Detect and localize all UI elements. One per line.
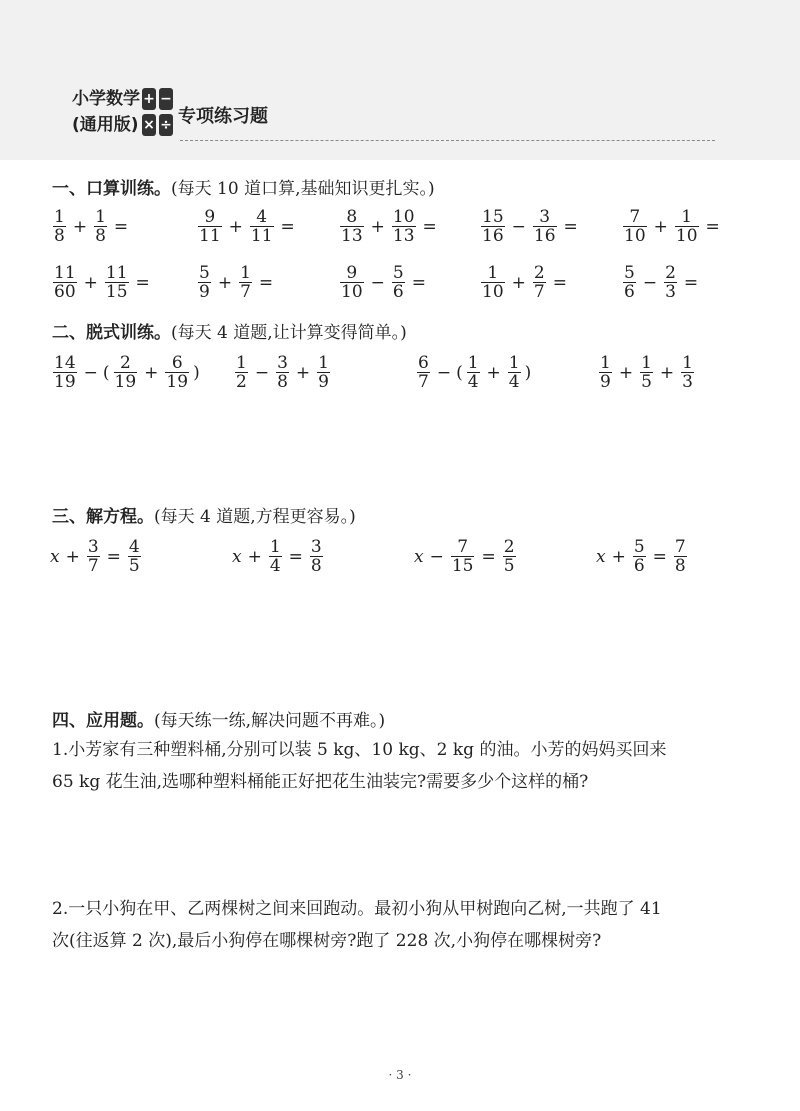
brand — [72, 86, 152, 138]
fraction — [623, 264, 636, 301]
operator: + — [618, 362, 634, 383]
fraction — [114, 354, 138, 391]
plus-icon: + — [142, 88, 156, 110]
fraction — [392, 264, 405, 301]
numerator: 11 — [105, 263, 128, 283]
denominator: 9 — [600, 372, 611, 392]
fraction — [674, 538, 687, 575]
denominator: 16 — [533, 226, 556, 246]
oral-item-3 — [337, 208, 441, 245]
numerator: 7 — [457, 537, 469, 557]
denominator: 10 — [482, 282, 504, 302]
section-4-heading: 四、应用题。 — [52, 711, 154, 731]
operator: = — [258, 272, 274, 293]
variable-x: x — [596, 546, 606, 567]
fraction — [481, 208, 505, 245]
denominator: 5 — [503, 556, 515, 576]
fraction — [317, 354, 330, 391]
denominator: 2 — [236, 372, 247, 392]
fraction — [105, 264, 129, 301]
denominator: 16 — [482, 226, 504, 246]
oral-item-8 — [337, 264, 430, 301]
oral-item-10 — [620, 264, 702, 301]
operator: − — [642, 272, 658, 293]
parenthesis: ( — [456, 362, 463, 383]
fraction — [533, 264, 546, 301]
operator: = — [411, 272, 426, 293]
oral-item-9 — [478, 264, 571, 301]
denominator: 19 — [114, 372, 137, 392]
fraction — [640, 354, 653, 391]
numerator: 4 — [128, 537, 140, 557]
fraction — [503, 538, 516, 575]
fraction — [481, 264, 505, 301]
step-item-1 — [50, 354, 201, 391]
numerator: 1 — [467, 353, 479, 373]
numerator: 1 — [487, 263, 499, 283]
parenthesis: ( — [102, 362, 110, 383]
minus-icon: − — [159, 88, 173, 110]
numerator: 1 — [54, 207, 65, 227]
numerator: 3 — [87, 537, 99, 557]
section-2-heading: 二、脱式训练。 — [52, 323, 171, 343]
numerator: 5 — [199, 263, 210, 283]
equation-item-3 — [414, 538, 519, 575]
section-3-heading: 三、解方程。 — [52, 507, 154, 527]
numerator: 5 — [624, 263, 635, 283]
operator: + — [247, 546, 262, 567]
numerator: 1 — [269, 537, 281, 557]
operator: − — [254, 362, 270, 383]
numerator: 1 — [508, 353, 520, 373]
numerator: 14 — [54, 353, 76, 373]
operator: + — [611, 546, 626, 567]
oral-item-6 — [50, 264, 154, 301]
fraction — [623, 208, 647, 245]
operator: + — [295, 362, 311, 383]
fraction — [198, 264, 211, 301]
operator: + — [217, 272, 233, 293]
fraction — [198, 208, 222, 245]
fraction — [451, 538, 475, 575]
numerator: 8 — [346, 207, 358, 227]
operator: − — [436, 362, 452, 383]
oral-item-2 — [195, 208, 299, 245]
operator: = — [113, 216, 129, 237]
numerator: 3 — [539, 207, 551, 227]
section-3-title — [52, 502, 356, 527]
section-4-note: (每天练一练,解决问题不再难。) — [154, 711, 386, 731]
denominator: 9 — [199, 282, 210, 302]
section-4-title — [52, 706, 385, 731]
operator: = — [135, 272, 150, 293]
denominator: 3 — [665, 282, 676, 302]
fraction — [165, 354, 189, 391]
operator: − — [83, 362, 98, 383]
operator: + — [72, 216, 88, 237]
fraction — [87, 538, 100, 575]
denominator: 9 — [318, 372, 329, 392]
equation-item-1 — [50, 538, 144, 575]
numerator: 6 — [418, 353, 429, 373]
numerator: 1 — [95, 207, 106, 227]
section-1-heading: 一、口算训练。 — [52, 179, 171, 199]
denominator: 8 — [674, 556, 686, 576]
denominator: 7 — [418, 372, 429, 392]
fraction — [467, 354, 480, 391]
operator: = — [422, 216, 437, 237]
operator: = — [705, 216, 720, 237]
fraction — [250, 208, 274, 245]
fraction — [235, 354, 248, 391]
numerator: 11 — [54, 263, 76, 283]
denominator: 8 — [54, 226, 65, 246]
denominator: 8 — [277, 372, 288, 392]
word-problem-1-line1: 1.小芳家有三种塑料桶,分别可以装 5 kg、10 kg、2 kg 的油。小芳的妈妈买回来 — [52, 740, 667, 760]
page-number: · 3 · — [388, 1068, 412, 1082]
denominator: 4 — [269, 556, 281, 576]
operator: + — [65, 546, 80, 567]
numerator: 1 — [600, 353, 611, 373]
denominator: 10 — [624, 226, 646, 246]
numerator: 9 — [204, 207, 216, 227]
numerator: 1 — [641, 353, 652, 373]
numerator: 2 — [503, 537, 515, 557]
fraction — [310, 538, 323, 575]
operator: − — [511, 216, 526, 237]
operator: = — [106, 546, 121, 567]
parenthesis: ) — [193, 362, 200, 383]
fraction — [53, 208, 66, 245]
fraction — [633, 538, 646, 575]
numerator: 1 — [681, 207, 693, 227]
denominator: 7 — [533, 282, 545, 302]
denominator: 7 — [87, 556, 99, 576]
math-ops-badge — [142, 88, 174, 138]
word-problem-2 — [52, 893, 752, 957]
operator: = — [288, 546, 303, 567]
numerator: 2 — [665, 263, 676, 283]
section-1-title — [52, 174, 435, 199]
denominator: 6 — [392, 282, 404, 302]
brand-line2: (通用版) — [72, 115, 139, 135]
fraction — [681, 354, 694, 391]
section-1-note: (每天 10 道口算,基础知识更扎实。) — [171, 179, 435, 199]
word-problem-1-line2: 65 kg 花生油,选哪种塑料桶能正好把花生油装完?需要多少个这样的桶? — [52, 772, 589, 792]
fraction — [94, 208, 107, 245]
denominator: 3 — [682, 372, 693, 392]
oral-item-5 — [620, 208, 724, 245]
oral-item-1 — [50, 208, 132, 245]
denominator: 4 — [467, 372, 479, 392]
operator: + — [370, 216, 385, 237]
operator: = — [563, 216, 578, 237]
fraction — [533, 208, 557, 245]
divide-icon: ÷ — [159, 114, 173, 136]
step-item-4 — [596, 354, 697, 391]
numerator: 1 — [236, 353, 247, 373]
word-problem-1 — [52, 734, 752, 798]
operator: = — [280, 216, 295, 237]
operator: = — [683, 272, 699, 293]
fraction — [340, 208, 364, 245]
variable-x: x — [50, 546, 60, 567]
fraction — [269, 538, 282, 575]
fraction — [276, 354, 289, 391]
numerator: 15 — [482, 207, 504, 227]
fraction — [340, 264, 364, 301]
variable-x: x — [232, 546, 242, 567]
denominator: 10 — [341, 282, 363, 302]
fraction — [392, 208, 416, 245]
header-divider — [180, 140, 715, 141]
step-item-3 — [414, 354, 532, 391]
fraction — [53, 264, 77, 301]
operator: + — [659, 362, 675, 383]
denominator: 8 — [95, 226, 106, 246]
oral-item-7 — [195, 264, 277, 301]
fraction — [417, 354, 430, 391]
denominator: 13 — [341, 226, 363, 246]
denominator: 5 — [128, 556, 140, 576]
denominator: 10 — [675, 226, 698, 246]
numerator: 3 — [310, 537, 322, 557]
denominator: 13 — [392, 226, 415, 246]
equation-item-4 — [596, 538, 690, 575]
fraction — [599, 354, 612, 391]
numerator: 10 — [392, 207, 415, 227]
operator: + — [144, 362, 159, 383]
denominator: 6 — [633, 556, 645, 576]
numerator: 5 — [633, 537, 645, 557]
numerator: 1 — [682, 353, 693, 373]
numerator: 2 — [119, 353, 131, 373]
oral-item-4 — [478, 208, 582, 245]
numerator: 7 — [629, 207, 641, 227]
fraction — [664, 264, 677, 301]
numerator: 4 — [256, 207, 268, 227]
numerator: 5 — [392, 263, 404, 283]
operator: = — [481, 546, 496, 567]
brand-line1: 小学数学 — [72, 89, 140, 109]
operator: + — [83, 272, 98, 293]
operator: + — [486, 362, 501, 383]
word-problem-2-line1: 2.一只小狗在甲、乙两棵树之间来回跑动。最初小狗从甲树跑向乙树,一共跑了 41 — [52, 899, 662, 919]
numerator: 2 — [533, 263, 545, 283]
fraction — [675, 208, 699, 245]
fraction — [128, 538, 141, 575]
operator: = — [652, 546, 667, 567]
denominator: 6 — [624, 282, 635, 302]
fraction — [508, 354, 521, 391]
denominator: 19 — [54, 372, 76, 392]
operator: + — [511, 272, 526, 293]
denominator: 15 — [105, 282, 128, 302]
denominator: 19 — [166, 372, 189, 392]
section-2-note: (每天 4 道题,让计算变得简单。) — [171, 323, 407, 343]
section-2-title — [52, 318, 407, 343]
denominator: 60 — [54, 282, 76, 302]
denominator: 15 — [451, 556, 474, 576]
denominator: 4 — [508, 372, 520, 392]
operator: − — [429, 546, 444, 567]
variable-x: x — [414, 546, 424, 567]
fraction — [239, 264, 252, 301]
denominator: 8 — [310, 556, 322, 576]
denominator: 11 — [250, 226, 273, 246]
numerator: 1 — [318, 353, 329, 373]
numerator: 7 — [674, 537, 686, 557]
operator: + — [653, 216, 668, 237]
section-3-note: (每天 4 道题,方程更容易。) — [154, 507, 356, 527]
page-title: 专项练习题 — [178, 106, 268, 127]
numerator: 1 — [240, 263, 251, 283]
equation-item-2 — [232, 538, 326, 575]
denominator: 11 — [199, 226, 221, 246]
numerator: 6 — [171, 353, 183, 373]
times-icon: × — [142, 114, 156, 136]
step-item-2 — [232, 354, 333, 391]
fraction — [53, 354, 77, 391]
operator: = — [552, 272, 567, 293]
word-problem-2-line2: 次(往返算 2 次),最后小狗停在哪棵树旁?跑了 228 次,小狗停在哪棵树旁? — [52, 931, 602, 951]
parenthesis: ) — [524, 362, 532, 383]
operator: − — [370, 272, 385, 293]
denominator: 5 — [641, 372, 652, 392]
numerator: 3 — [277, 353, 288, 373]
numerator: 9 — [346, 263, 358, 283]
operator: + — [228, 216, 243, 237]
denominator: 7 — [240, 282, 251, 302]
